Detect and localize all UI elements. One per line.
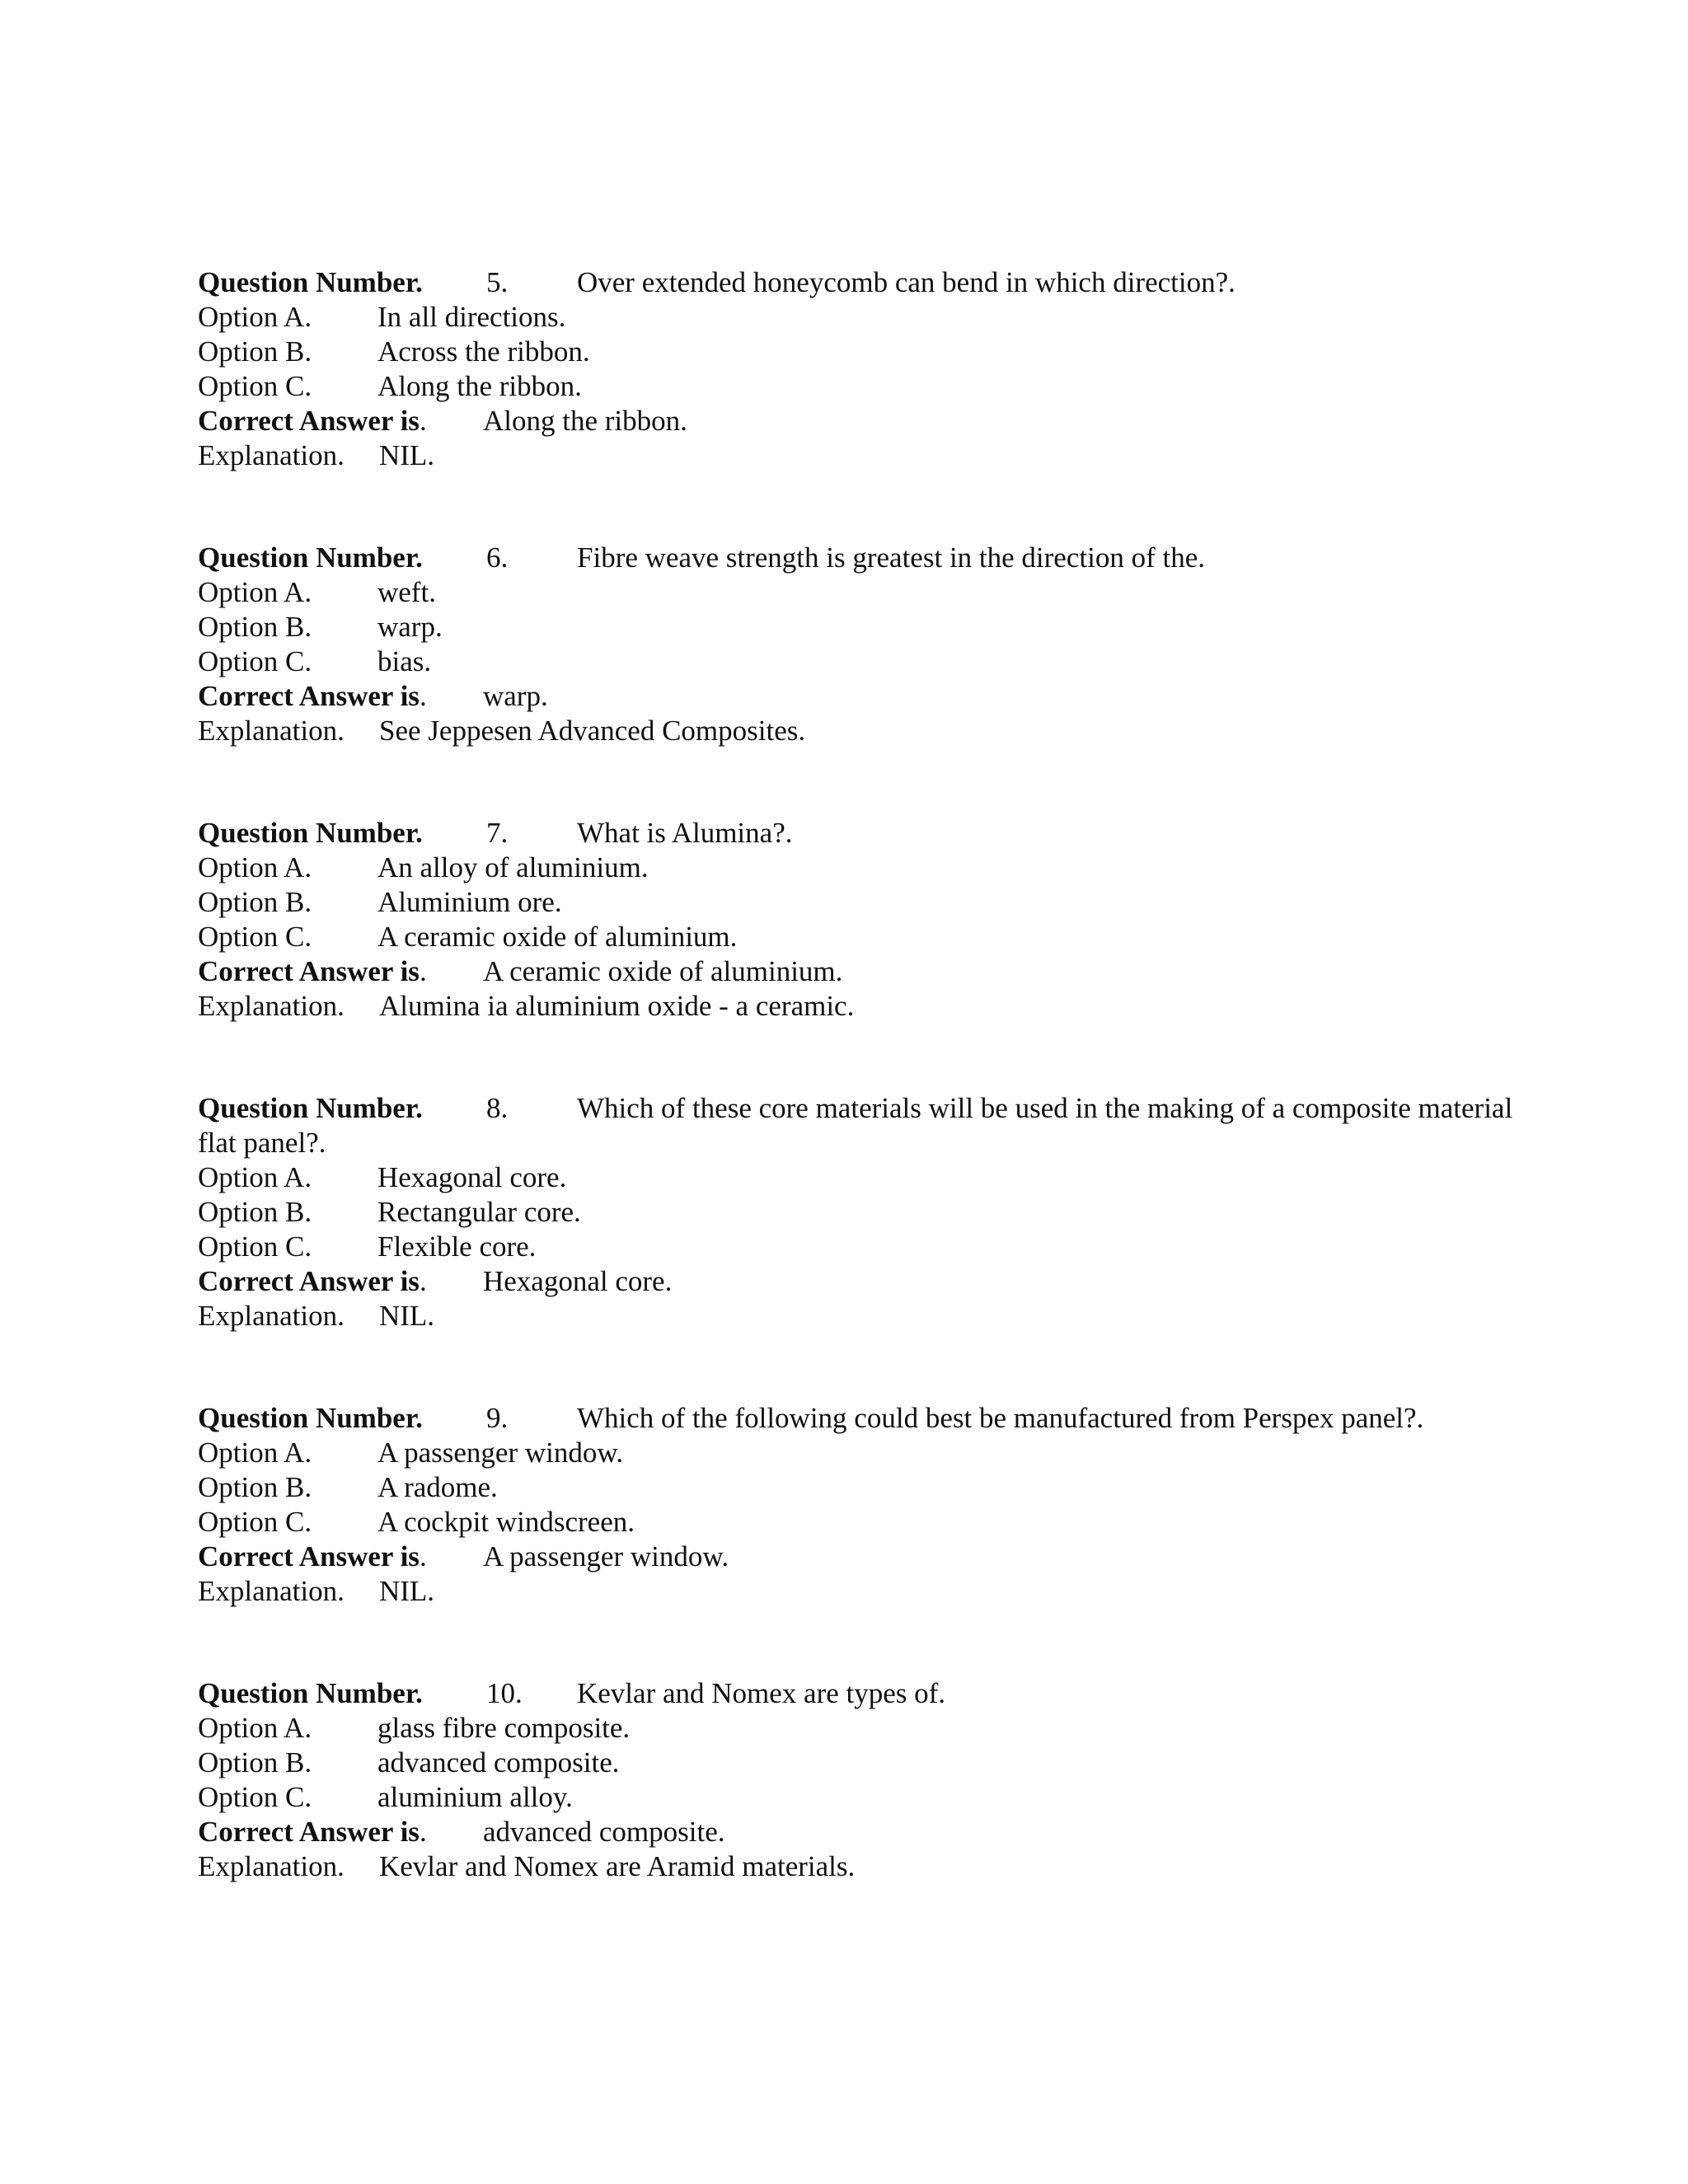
question-number-label: Question Number.	[198, 1677, 423, 1709]
question-number-label: Question Number.	[198, 266, 423, 298]
option-a-text: weft.	[377, 576, 436, 608]
question-number-label: Question Number.	[198, 541, 423, 574]
question-block-8	[198, 1091, 1517, 1333]
option-b-label: Option B.	[198, 1746, 312, 1779]
option-c-text: Flexible core.	[377, 1230, 537, 1263]
option-b	[198, 1746, 1517, 1780]
option-b-text: Aluminium ore.	[377, 886, 562, 918]
option-c-text: aluminium alloy.	[377, 1781, 573, 1813]
question-text: Fibre weave strength is greatest in the direction of the.	[577, 541, 1205, 574]
correct-answer-label: Correct Answer is	[198, 1540, 420, 1572]
option-a	[198, 300, 1517, 335]
option-b	[198, 1195, 1517, 1230]
option-b-label: Option B.	[198, 611, 312, 643]
correct-answer-label-group	[198, 1815, 483, 1849]
question-number: 8.	[486, 1092, 509, 1124]
correct-answer	[198, 404, 1517, 438]
correct-answer-dot: .	[419, 1265, 427, 1297]
option-a	[198, 851, 1517, 885]
option-c	[198, 1780, 1517, 1815]
option-a-text: An alloy of aluminium.	[377, 851, 649, 883]
option-b-text: A radome.	[377, 1471, 498, 1503]
question-block-7	[198, 816, 1517, 1024]
question-text: Which of these core materials will be used in the making of a composite material flat panel?.	[198, 1092, 1513, 1159]
question-text: Which of the following could best be manufactured from Perspex panel?.	[577, 1402, 1424, 1434]
option-c-text: bias.	[377, 645, 432, 677]
correct-answer-label-group	[198, 1540, 483, 1574]
option-c-text: A ceramic oxide of aluminium.	[377, 921, 738, 953]
explanation	[198, 989, 1517, 1024]
question-block-9	[198, 1401, 1517, 1609]
option-c-text: Along the ribbon.	[377, 370, 582, 402]
option-b-text: advanced composite.	[377, 1746, 620, 1779]
question-number: 10.	[486, 1677, 523, 1709]
option-a	[198, 575, 1517, 610]
question-text: What is Alumina?.	[577, 817, 793, 849]
correct-answer-label-group	[198, 954, 483, 989]
option-a	[198, 1436, 1517, 1470]
correct-answer	[198, 1815, 1517, 1849]
explanation	[198, 1299, 1517, 1333]
correct-answer-text: Along the ribbon.	[483, 405, 687, 437]
option-c-label: Option C.	[198, 370, 312, 402]
option-a-label: Option A.	[198, 1712, 312, 1744]
correct-answer-dot: .	[419, 1816, 427, 1848]
correct-answer-label: Correct Answer is	[198, 405, 420, 437]
explanation-text: NIL.	[379, 439, 435, 471]
explanation-text: NIL.	[379, 1575, 435, 1607]
option-a-text: In all directions.	[377, 301, 566, 333]
question-number: 5.	[486, 266, 509, 298]
option-a-label: Option A.	[198, 576, 312, 608]
correct-answer-label-group	[198, 679, 483, 714]
option-c	[198, 644, 1517, 679]
option-a-text: A passenger window.	[377, 1436, 624, 1469]
correct-answer-text: A passenger window.	[483, 1540, 729, 1572]
option-a-label: Option A.	[198, 1436, 312, 1469]
correct-answer-dot: .	[419, 1540, 427, 1572]
correct-answer-label: Correct Answer is	[198, 680, 420, 712]
question-text: Over extended honeycomb can bend in which direction?.	[577, 266, 1236, 298]
explanation	[198, 1849, 1517, 1884]
option-c	[198, 1230, 1517, 1264]
correct-answer	[198, 1264, 1517, 1299]
question-heading	[198, 541, 1517, 575]
option-b	[198, 335, 1517, 369]
question-block-5	[198, 265, 1517, 473]
question-number-label: Question Number.	[198, 1402, 423, 1434]
option-c-label: Option C.	[198, 921, 312, 953]
question-number-label: Question Number.	[198, 817, 423, 849]
option-b-text: warp.	[377, 611, 443, 643]
correct-answer-dot: .	[419, 680, 427, 712]
question-number: 9.	[486, 1402, 509, 1434]
option-c-label: Option C.	[198, 1506, 312, 1538]
explanation-label: Explanation.	[198, 715, 345, 747]
explanation	[198, 714, 1517, 748]
explanation-label: Explanation.	[198, 1575, 345, 1607]
explanation-label: Explanation.	[198, 1300, 345, 1332]
correct-answer	[198, 954, 1517, 989]
option-c-label: Option C.	[198, 1781, 312, 1813]
correct-answer-text: Hexagonal core.	[483, 1265, 673, 1297]
option-c	[198, 369, 1517, 404]
correct-answer-label-group	[198, 404, 483, 438]
correct-answer-dot: .	[419, 405, 427, 437]
question-block-10	[198, 1676, 1517, 1884]
question-heading	[198, 1091, 1517, 1160]
question-number: 6.	[486, 541, 509, 574]
option-b	[198, 885, 1517, 920]
question-heading	[198, 1676, 1517, 1711]
correct-answer-label: Correct Answer is	[198, 1265, 420, 1297]
option-a	[198, 1711, 1517, 1746]
option-b-text: Across the ribbon.	[377, 335, 590, 368]
option-b-text: Rectangular core.	[377, 1196, 581, 1228]
option-a-label: Option A.	[198, 301, 312, 333]
explanation-text: Alumina ia aluminium oxide - a ceramic.	[379, 990, 855, 1022]
question-heading	[198, 1401, 1517, 1436]
question-number: 7.	[486, 817, 509, 849]
option-b-label: Option B.	[198, 335, 312, 368]
option-a-text: Hexagonal core.	[377, 1161, 567, 1193]
correct-answer-text: A ceramic oxide of aluminium.	[483, 955, 843, 987]
option-c	[198, 1505, 1517, 1540]
explanation-text: See Jeppesen Advanced Composites.	[379, 715, 806, 747]
question-heading	[198, 265, 1517, 300]
option-a-label: Option A.	[198, 1161, 312, 1193]
option-b-label: Option B.	[198, 1471, 312, 1503]
option-b	[198, 1470, 1517, 1505]
option-a-text: glass fibre composite.	[377, 1712, 631, 1744]
question-text: Kevlar and Nomex are types of.	[577, 1677, 946, 1709]
correct-answer-label-group	[198, 1264, 483, 1299]
option-a-label: Option A.	[198, 851, 312, 883]
question-heading	[198, 816, 1517, 851]
option-c-label: Option C.	[198, 645, 312, 677]
correct-answer-text: warp.	[483, 680, 548, 712]
explanation	[198, 1574, 1517, 1609]
option-c	[198, 920, 1517, 954]
correct-answer-text: advanced composite.	[483, 1816, 725, 1848]
option-a	[198, 1160, 1517, 1195]
correct-answer-label: Correct Answer is	[198, 955, 420, 987]
option-b-label: Option B.	[198, 1196, 312, 1228]
option-c-text: A cockpit windscreen.	[377, 1506, 635, 1538]
option-b-label: Option B.	[198, 886, 312, 918]
correct-answer-dot: .	[419, 955, 427, 987]
correct-answer	[198, 679, 1517, 714]
explanation-label: Explanation.	[198, 1850, 345, 1882]
correct-answer-label: Correct Answer is	[198, 1816, 420, 1848]
option-b	[198, 610, 1517, 644]
question-number-label: Question Number.	[198, 1092, 423, 1124]
explanation	[198, 438, 1517, 473]
correct-answer	[198, 1540, 1517, 1574]
question-block-6	[198, 541, 1517, 748]
explanation-label: Explanation.	[198, 990, 345, 1022]
explanation-text: NIL.	[379, 1300, 435, 1332]
explanation-text: Kevlar and Nomex are Aramid materials.	[379, 1850, 856, 1882]
explanation-label: Explanation.	[198, 439, 345, 471]
option-c-label: Option C.	[198, 1230, 312, 1263]
